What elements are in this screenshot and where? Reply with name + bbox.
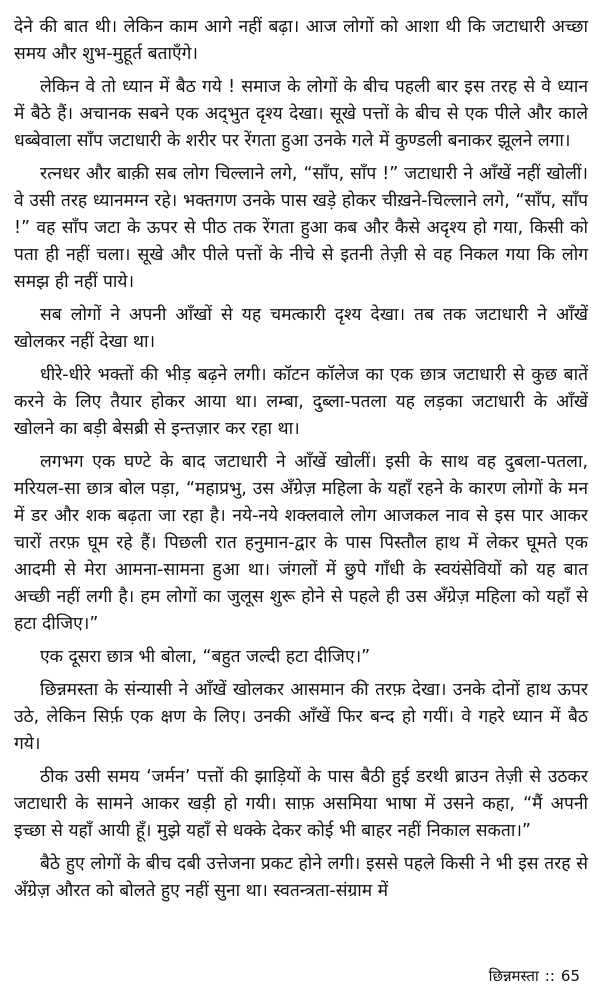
paragraph-student-speech: लगभग एक घण्टे के बाद जटाधारी ने आँखें खोलीं। इसी के साथ वह दुबला-पतला, मरियल-सा छात्र बोल पड़ा, “महाप्रभु, उस अँग्रेज़ महिला के यहाँ रहने के कारण लोगों के मन में डर और शक बढ़ता जा रहा है। नये-नये शक्लवाले लोग आजकल नाव से इस पार आकर चारों तरफ़ घूम रहे हैं। पिछली रात हनुमान-द्वार के पास पिस्तौल हाथ में लेकर घूमते एक आदमी से मेरा आमना-सामना हुआ था। जंगलों में छुपे गाँधी के स्वयंसेवियों को यह बात अच्छी नहीं लगी है। हम लोगों का जुलूस शुरू होने से पहले ही उस अँग्रेज़ महिला को यहाँ से हटा दीजिए।”: [14, 452, 588, 634]
paragraph-meditation: लेकिन वे तो ध्यान में बैठ गये ! समाज के लोगों के बीच पहली बार इस तरह से वे ध्यान में बैठे हैं। अचानक सबने एक अद्‌भुत दृश्य देखा। सूखे पत्तों के बीच से एक पीले और काले धब्बेवाला साँप जटाधारी के शरीर पर रेंगता हुआ उनके गले में कुण्डली बनाकर झूलने लगा।: [14, 77, 588, 151]
page-body: [14, 14, 588, 954]
paragraph-miracle: सब लोगों ने अपनी आँखों से यह चमत्कारी दृश्य देखा। तब तक जटाधारी ने आँखें खोलकर नहीं देखा था।: [14, 305, 588, 352]
paragraph-second-student: एक दूसरा छात्र भी बोला, “बहुत जल्दी हटा दीजिए।”: [40, 647, 371, 667]
paragraph-continuation: देने की बात थी। लेकिन काम आगे नहीं बढ़ा। आज लोगों को आशा थी कि जटाधारी अच्छा समय और शुभ-मुहूर्त बताएँगे।: [14, 17, 588, 64]
page-number: 65: [560, 967, 580, 985]
paragraph-excitement: बैठे हुए लोगों के बीच दबी उत्तेजना प्रकट होने लगी। इससे पहले किसी ने भी इस तरह से अँग्रेज़ औरत को बोलते हुए नहीं सुना था। स्वतन्त्रता-संग्राम में: [14, 854, 588, 901]
paragraph-dorothy: ठीक उसी समय ‘जर्मन’ पत्तों की झाड़ियों के पास बैठी हुई डरथी ब्राउन तेज़ी से उठकर जटाधारी के सामने आकर खड़ी हो गयी। साफ़ असमिया भाषा में उसने कहा, “मैं अपनी इच्छा से यहाँ आयी हूँ। मुझे यहाँ से धक्के देकर कोई भी बाहर नहीं निकाल सकता।”: [14, 767, 588, 841]
page-footer: [489, 966, 580, 986]
footer-separator: ::: [544, 967, 555, 985]
paragraph-snake: रत्नधर और बाक़ी सब लोग चिल्लाने लगे, “साँप, साँप !” जटाधारी ने आँखें नहीं खोलीं। वे उसी तरह ध्यानमग्न रहे। भक्तगण उनके पास खड़े होकर चीख़ने-चिल्लाने लगे, “साँप, साँप !” वह साँप जटा के ऊपर से पीठ तक रेंगता हुआ कब और कैसे अदृश्य हो गया, किसी को पता ही नहीं चला। सूखे और पीले पत्तों के नीचे से इतनी तेज़ी से वह निकल गया कि लोग समझ ही नहीं पाये।: [14, 164, 588, 292]
paragraph-sanyasi: छिन्नमस्ता के संन्यासी ने आँखें खोलकर आसमान की तरफ़ देखा। उनके दोनों हाथ ऊपर उठे, लेकिन सिर्फ़ एक क्षण के लिए। उनकी आँखें फिर बन्द हो गयीं। वे गहरे ध्यान में बैठ गये।: [14, 680, 588, 754]
paragraph-crowd: धीरे-धीरे भक्तों की भीड़ बढ़ने लगी। कॉटन कॉलेज का एक छात्र जटाधारी से कुछ बातें करने के लिए तैयार होकर आया था। लम्बा, दुब्ला-पतला यह लड़का जटाधारी के आँखें खोलने का बड़ी बेसब्री से इन्तज़ार कर रहा था।: [14, 365, 588, 439]
footer-book-title: छिन्नमस्ता: [488, 967, 539, 985]
